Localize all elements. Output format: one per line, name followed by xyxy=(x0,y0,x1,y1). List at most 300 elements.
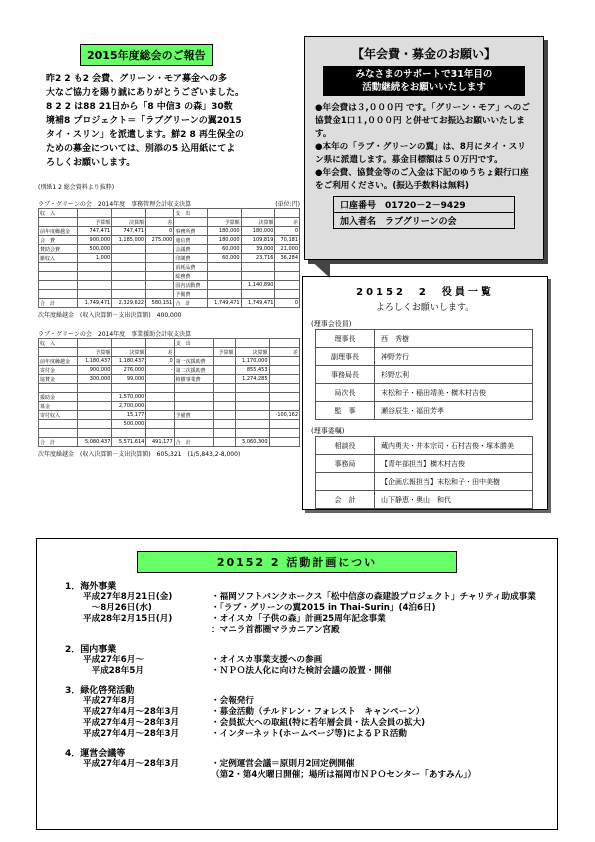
table-cell: 2,329,622 xyxy=(112,299,146,308)
table-cell: 通信費 xyxy=(174,236,207,245)
table-cell xyxy=(174,348,213,357)
officer-row xyxy=(316,437,533,455)
table-cell xyxy=(78,290,112,299)
table-cell xyxy=(174,218,207,227)
table-row xyxy=(39,272,300,281)
table-cell xyxy=(241,263,275,272)
table-cell xyxy=(174,393,213,402)
table1-unit: (単位:円) xyxy=(275,201,300,208)
table-cell: 1,749,471 xyxy=(78,299,112,308)
table-cell: 予算額 xyxy=(214,348,236,357)
plan-date: 平成27年4月～28年3月 xyxy=(83,718,180,728)
banner-line: みなさまのサポートで31年目の xyxy=(355,69,493,80)
table-row xyxy=(39,420,300,429)
table-cell: 雑収入 xyxy=(39,254,78,263)
aid-accounts-table xyxy=(38,338,300,447)
table1-note: 次年度繰越金 (収入決算額－支出決算額) 400,000 xyxy=(38,312,182,319)
plan-row xyxy=(83,770,557,781)
plan-item: ・会報発行 xyxy=(211,696,254,706)
request-item: ●年会費は３,０００円 です。「グリーン・モア」へのご協賛金1口１,０００円 と併せてお振込お願いいたします。 xyxy=(315,103,530,139)
plan-section-heading: 1．海外事業 xyxy=(65,582,117,592)
table-cell xyxy=(214,366,236,375)
table-cell: 5,080,437 xyxy=(78,438,112,447)
table-cell: 500,000 xyxy=(78,245,112,254)
officer-names: 末松和子・稲田靖美・横木村吉俊 xyxy=(375,384,533,402)
table-cell xyxy=(112,272,146,281)
request-body xyxy=(315,102,533,193)
table-cell xyxy=(78,429,112,438)
table-cell xyxy=(78,384,112,393)
table-cell xyxy=(112,263,146,272)
plan-body xyxy=(37,579,557,781)
report-line: タイ・スリン」を派遣します。鮮2 8 再生保全の xyxy=(46,130,244,140)
report-line: 8 2 2 は88 21日から「8 中信3 の森」30数 xyxy=(46,102,233,112)
officer-names: 瀬谷辰生・福田芳孝 xyxy=(375,402,533,420)
report-line: 境補8 プロジェクト＝「ラブグリーンの翼2015 xyxy=(46,116,242,126)
table-row xyxy=(39,281,300,290)
table-cell xyxy=(146,411,174,420)
table-cell: 前年度繰越金 xyxy=(39,357,78,366)
table-cell: 0 xyxy=(275,299,300,308)
table-cell xyxy=(241,290,275,299)
table-cell xyxy=(146,429,174,438)
plan-section-heading: 4．運営会議等 xyxy=(65,749,126,759)
officer-role: 事務局 xyxy=(316,455,375,473)
table-cell: 収 入 xyxy=(39,339,78,348)
table-row xyxy=(39,357,300,366)
officer-names: 蔵内勇夫・井本宗司・石村吉俊・塚本勝美 xyxy=(375,437,533,455)
table-cell: 植樹事業費 xyxy=(174,375,213,384)
table-cell: 70,181 xyxy=(275,236,300,245)
table-cell: 21,000 xyxy=(275,245,300,254)
table-cell: 1,170,000 xyxy=(235,357,269,366)
table-cell: 1,180,437 xyxy=(112,357,146,366)
account-name: 加入者名 ラブグリーンの会 xyxy=(334,212,514,228)
table-cell: 収 入 xyxy=(39,209,78,218)
table-cell xyxy=(214,411,236,420)
account-number: 口座番号 01720－2－9429 xyxy=(340,201,466,211)
plan-date xyxy=(83,770,211,781)
table-cell xyxy=(112,290,146,299)
report-body xyxy=(46,72,286,170)
table-cell xyxy=(146,209,174,218)
table-cell xyxy=(146,245,174,254)
table-cell: 第二次援助費 xyxy=(174,366,213,375)
board-officers-table xyxy=(315,329,533,420)
table-row xyxy=(39,402,300,411)
table-cell: 決算額 xyxy=(112,348,146,357)
officer-role xyxy=(316,473,375,491)
table-cell: 支 出 xyxy=(174,339,213,348)
table-cell: 275,000 xyxy=(146,236,174,245)
bank-account-box xyxy=(333,196,515,229)
officer-names: 【青年部担当】横木村吉俊 xyxy=(375,455,533,473)
officer-names: 杉野広利 xyxy=(375,366,533,384)
table-row xyxy=(39,339,300,348)
plan-section-heading: 3．緑化啓発活動 xyxy=(65,686,135,696)
table-cell xyxy=(214,384,236,393)
officer-names: 神野芳行 xyxy=(375,348,533,366)
table-cell xyxy=(275,272,300,281)
table-cell: 900,000 xyxy=(78,366,112,375)
officer-names: 山下静恵・奥山 和代 xyxy=(375,491,533,509)
table-cell xyxy=(78,402,112,411)
officers-section-label: (理事委嘱) xyxy=(311,427,345,435)
table-cell xyxy=(241,209,275,218)
table-cell xyxy=(174,420,213,429)
plan-date: 平成27年8月21日(金) xyxy=(83,592,173,602)
officer-row xyxy=(316,330,533,348)
table-cell xyxy=(269,357,299,366)
table-cell xyxy=(275,281,300,290)
table-cell xyxy=(241,272,275,281)
table-cell: 予算額 xyxy=(78,348,112,357)
table-cell xyxy=(39,348,78,357)
table-cell: 予備費 xyxy=(174,411,213,420)
plan-date: 平成27年4月～28年3月 xyxy=(83,759,180,769)
table-cell xyxy=(112,384,146,393)
table-cell xyxy=(269,366,299,375)
table-cell: 1,570,000 xyxy=(112,393,146,402)
table-cell: 1,180,437 xyxy=(78,357,112,366)
plan-row xyxy=(83,592,557,603)
plan-item: ・オイスカ「子供の森」計画25周年記念事業 xyxy=(211,614,386,624)
table-cell: 予算額 xyxy=(207,218,241,227)
table-cell: 580,151 xyxy=(146,299,174,308)
table-cell xyxy=(269,402,299,411)
officer-row xyxy=(316,402,533,420)
plan-row xyxy=(83,729,557,740)
table-row xyxy=(39,384,300,393)
table-cell xyxy=(39,420,78,429)
table-cell: 180,000 xyxy=(241,227,275,236)
plan-title: 20152 2 活動計画につい xyxy=(137,551,457,573)
table-cell: 決算額 xyxy=(112,218,146,227)
table-cell xyxy=(269,384,299,393)
table-cell: 印刷費 xyxy=(174,254,207,263)
plan-item: ・「ラブ・グリーンの翼2015 in Thai-Surin」(4泊6日) xyxy=(211,603,436,613)
plan-row xyxy=(83,696,557,707)
table-cell: 予算額 xyxy=(78,218,112,227)
table-cell xyxy=(78,263,112,272)
table-cell: 消耗品費 xyxy=(174,263,207,272)
table-cell: 60,000 xyxy=(207,254,241,263)
officers-subtitle: よろしくお願いします。 xyxy=(375,303,475,313)
table-cell xyxy=(269,420,299,429)
officers-list xyxy=(302,276,548,510)
officers-title: 20152 2 役員一覧 xyxy=(356,287,494,298)
table-cell: 1,749,471 xyxy=(207,299,241,308)
table-cell xyxy=(214,393,236,402)
table-cell: 180,000 xyxy=(207,236,241,245)
table-cell xyxy=(235,384,269,393)
table-cell: 300,000 xyxy=(78,375,112,384)
table-cell xyxy=(235,339,269,348)
plan-date: 平成27年4月～28年3月 xyxy=(83,729,180,739)
plan-row xyxy=(83,707,557,718)
table-row xyxy=(39,236,300,245)
table-cell xyxy=(214,357,236,366)
financial-statements xyxy=(38,182,300,498)
officer-row xyxy=(316,348,533,366)
table-cell: 180,000 xyxy=(207,227,241,236)
request-banner xyxy=(323,66,525,96)
table-cell xyxy=(112,245,146,254)
officer-row xyxy=(316,473,533,491)
table-cell xyxy=(235,420,269,429)
officer-row xyxy=(316,366,533,384)
table-cell: 900,000 xyxy=(78,236,112,245)
table-row xyxy=(39,263,300,272)
table-row xyxy=(39,209,300,218)
table-cell: 差 xyxy=(275,218,300,227)
table-cell xyxy=(207,281,241,290)
table-cell xyxy=(39,290,78,299)
table-row xyxy=(39,411,300,420)
plan-item: （第2・第4火曜日開催；場所は福岡市ＮＰＯセンター「あすみん」） xyxy=(211,770,477,780)
officer-row xyxy=(316,455,533,473)
table-cell xyxy=(235,402,269,411)
table-cell xyxy=(214,402,236,411)
request-item: ●年会費、協賛金等のご入金は下記のゆうちょ銀行口座をご利用ください。(振込手数料は無料) xyxy=(315,168,529,191)
table-cell xyxy=(214,420,236,429)
plan-date: 平成28年5月 xyxy=(83,666,144,676)
accounts-header: (別紙1 2 総会資料より抜粋) xyxy=(38,184,115,191)
table-cell xyxy=(146,375,174,384)
officer-names: 西 秀樹 xyxy=(375,330,533,348)
table-cell xyxy=(269,438,299,447)
table-cell: 1,185,000 xyxy=(112,236,146,245)
table-cell: 747,471 xyxy=(78,227,112,236)
officer-row xyxy=(316,384,533,402)
table-row xyxy=(39,348,300,357)
plan-row xyxy=(83,603,557,614)
table-cell xyxy=(214,438,236,447)
table-cell xyxy=(269,375,299,384)
table-cell xyxy=(269,339,299,348)
fee-donation-request xyxy=(304,36,544,260)
table-cell: 差 xyxy=(146,348,174,357)
plan-row xyxy=(83,625,557,636)
table-cell xyxy=(207,290,241,299)
table-cell: 会 費 xyxy=(39,236,78,245)
table-cell: 99,000 xyxy=(112,375,146,384)
table-cell: 合 計 xyxy=(39,299,78,308)
plan-item: ・インターネット(ホームページ等)によるＰＲ活動 xyxy=(211,729,407,739)
admin-accounts-table xyxy=(38,208,300,308)
table-cell xyxy=(39,384,78,393)
officer-role: 事務局長 xyxy=(316,366,375,384)
officer-role: 局次長 xyxy=(316,384,375,402)
table-cell xyxy=(78,411,112,420)
plan-date xyxy=(83,625,211,636)
table-cell: 500,000 xyxy=(112,420,146,429)
plan-item: ・オイスカ事業支援への参画 xyxy=(211,655,323,665)
table-cell: 491,177 xyxy=(146,438,174,447)
table-cell xyxy=(112,254,146,263)
plan-section-heading: 2．国内事業 xyxy=(65,645,117,655)
table-cell: 会議費 xyxy=(174,245,207,254)
banner-line: 活動継続をお願いいたします xyxy=(362,82,486,93)
table-cell: 60,000 xyxy=(207,245,241,254)
table-cell xyxy=(214,339,236,348)
commissioned-officers-table xyxy=(315,436,533,509)
table-cell xyxy=(112,429,146,438)
table-cell: 276,000 xyxy=(112,366,146,375)
table-cell xyxy=(146,402,174,411)
table-cell xyxy=(235,411,269,420)
table-cell: 国内活動費 xyxy=(174,281,207,290)
report-line: 昨2 2 も2 会費、グリーン・モア募金への多 xyxy=(46,74,228,84)
table-cell xyxy=(78,339,112,348)
table-row xyxy=(39,393,300,402)
table-cell: 5,571,614 xyxy=(112,438,146,447)
report-line: 大なご協力を賜り誠にありがとうございました。 xyxy=(46,88,245,98)
table-cell: 募金 xyxy=(39,402,78,411)
table-cell: 決算額 xyxy=(235,348,269,357)
table-cell xyxy=(146,339,174,348)
table-cell xyxy=(275,209,300,218)
table-cell xyxy=(39,429,78,438)
table-cell xyxy=(235,393,269,402)
plan-date: ～8月26日(水) xyxy=(83,603,152,613)
table-cell xyxy=(275,263,300,272)
plan-item: ・ＮＰＯ法人化に向けた検討会議の設置・開催 xyxy=(211,666,392,676)
table-cell: 15,177 xyxy=(112,411,146,420)
plan-item: ・募金活動（チルドレン・フォレスト キャンペーン） xyxy=(211,707,425,717)
table-cell xyxy=(207,209,241,218)
request-title: 【年会費・募金のお願い】 xyxy=(351,47,496,61)
table-cell: 予備費 xyxy=(174,290,207,299)
table-cell: 5,060,300 xyxy=(235,438,269,447)
table-cell: - xyxy=(146,366,174,375)
table-cell: -100,162 xyxy=(269,411,299,420)
table-cell xyxy=(39,281,78,290)
table-cell xyxy=(146,420,174,429)
table-cell: 1,000 xyxy=(78,254,112,263)
table1-title: ラブ・グリーンの会 2014年度 事務管理会計収支決算 xyxy=(38,201,192,208)
table-row xyxy=(39,245,300,254)
table-cell xyxy=(112,339,146,348)
plan-row xyxy=(83,614,557,625)
table-cell xyxy=(174,384,213,393)
plan-row xyxy=(83,666,557,677)
table-cell xyxy=(207,263,241,272)
plan-date: 平成27年6月～ xyxy=(83,655,144,665)
table-cell: 39,000 xyxy=(241,245,275,254)
table-cell: 0 xyxy=(146,357,174,366)
table-cell xyxy=(214,375,236,384)
table-cell xyxy=(235,429,269,438)
table-cell: 総務費 xyxy=(174,272,207,281)
plan-item: ・会員拡大への取組(特に若年層会員・法人会員の拡大) xyxy=(211,718,426,728)
plan-date: 平成27年8月 xyxy=(83,696,136,706)
table-cell xyxy=(39,272,78,281)
table-cell: 合 計 xyxy=(174,438,213,447)
general-meeting-report xyxy=(34,36,296,176)
table-cell: 寄付収入 xyxy=(39,411,78,420)
table-cell: 36,284 xyxy=(275,254,300,263)
table-cell xyxy=(146,393,174,402)
table-row xyxy=(39,227,300,236)
table-cell xyxy=(112,209,146,218)
table-cell: 0 xyxy=(275,227,300,236)
activity-plan xyxy=(36,538,558,830)
table-cell: 支 出 xyxy=(174,209,207,218)
plan-row xyxy=(83,655,557,666)
table-cell: 747,471 xyxy=(112,227,146,236)
officer-role: 監 事 xyxy=(316,402,375,420)
table-cell xyxy=(174,429,213,438)
table-row xyxy=(39,366,300,375)
table-cell xyxy=(78,272,112,281)
table-cell: 2,700,000 xyxy=(112,402,146,411)
report-line: ろしくお願いします。 xyxy=(46,158,136,168)
table-row xyxy=(39,290,300,299)
table2-title: ラブ・グリーンの会 2014年度 事業援助会計収支決算 xyxy=(38,331,192,338)
plan-row xyxy=(83,718,557,729)
table-cell: 差 xyxy=(269,348,299,357)
table-cell xyxy=(146,272,174,281)
table-cell: 1,749,471 xyxy=(241,299,275,308)
table-cell xyxy=(146,384,174,393)
table-cell xyxy=(275,290,300,299)
report-title: 2015年度総会のご報告 xyxy=(80,44,213,66)
table-cell: 合 計 xyxy=(174,299,207,308)
table-cell xyxy=(214,429,236,438)
request-item: ●本年の「ラブ・グリーンの翼」は、8月にタイ・スリン県に派遣します。募金目標額は５０万円です。 xyxy=(315,142,526,165)
report-line: ための募金については、別添の5 込用紙にてよ xyxy=(46,144,236,154)
table-cell xyxy=(207,272,241,281)
plan-item: ・福岡ソフトバンクホークス「松中信彦の森建設プロジェクト」チャリティ助成事業 xyxy=(211,592,536,602)
table-cell xyxy=(112,281,146,290)
table-cell xyxy=(78,393,112,402)
officer-role: 副理事長 xyxy=(316,348,375,366)
officer-role: 相談役 xyxy=(316,437,375,455)
table-cell: 1,140,890 xyxy=(241,281,275,290)
table-cell: 賛助会費 xyxy=(39,245,78,254)
table-row xyxy=(39,218,300,227)
table-cell xyxy=(39,218,78,227)
table-cell: 協賛金 xyxy=(39,375,78,384)
plan-date: 平成27年4月～28年3月 xyxy=(83,707,180,717)
table-row xyxy=(39,429,300,438)
table-cell xyxy=(39,263,78,272)
table-cell: 差 xyxy=(146,218,174,227)
table-cell: 寄付金 xyxy=(39,366,78,375)
table-cell xyxy=(78,420,112,429)
officer-role: 会 計 xyxy=(316,491,375,509)
table-cell xyxy=(78,209,112,218)
table-cell: 855,453 xyxy=(235,366,269,375)
table-row xyxy=(39,254,300,263)
plan-row xyxy=(83,759,557,770)
table-cell xyxy=(146,290,174,299)
table-cell: 1,274,285 xyxy=(235,375,269,384)
table-cell: 0 xyxy=(146,227,174,236)
table-cell xyxy=(146,281,174,290)
table-cell: 109,819 xyxy=(241,236,275,245)
table-cell xyxy=(174,402,213,411)
table-cell xyxy=(146,263,174,272)
officer-names: 【企画広報担当】末松和子・田中美樹 xyxy=(375,473,533,491)
table-cell: 合 計 xyxy=(39,438,78,447)
plan-item: ：マニラ首都圏マラカニアン宮殿 xyxy=(211,625,340,635)
table-row xyxy=(39,438,300,447)
table-cell: 23,716 xyxy=(241,254,275,263)
table-cell: 決算額 xyxy=(241,218,275,227)
table-row xyxy=(39,375,300,384)
